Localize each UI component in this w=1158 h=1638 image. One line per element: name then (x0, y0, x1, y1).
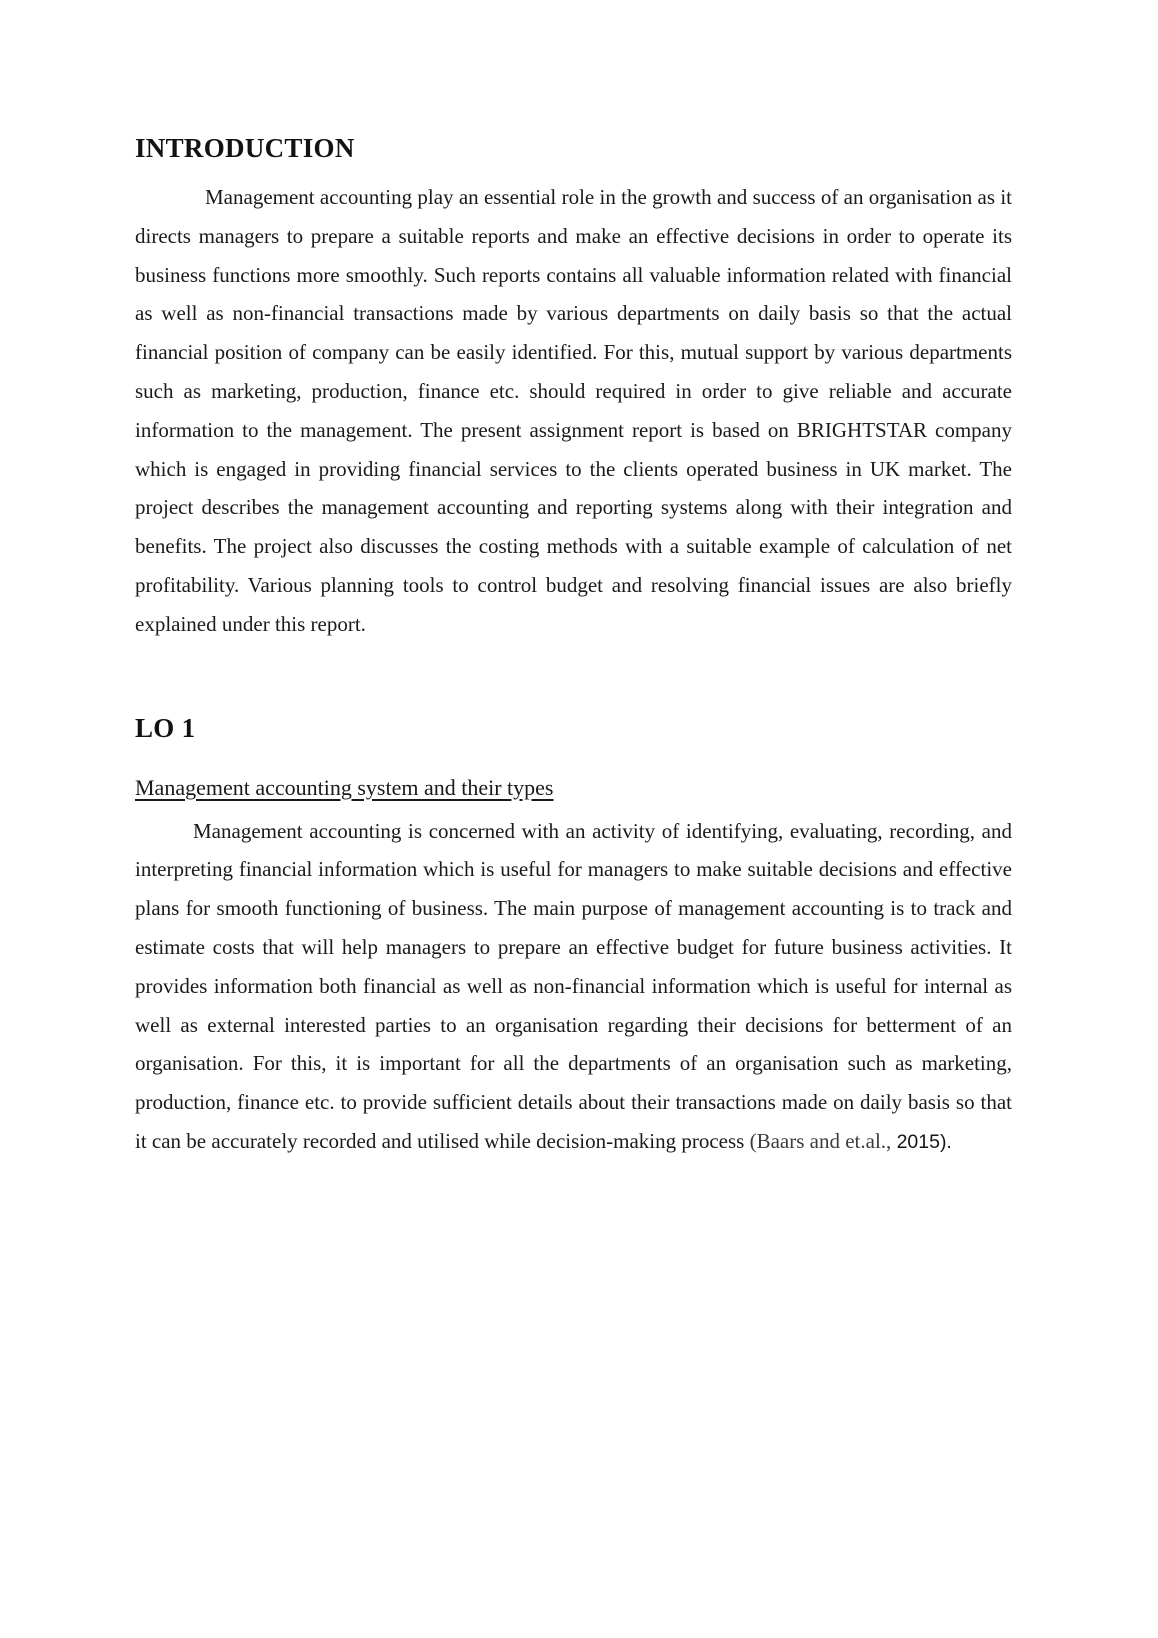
subheading-management-accounting-types: Management accounting system and their types (135, 774, 554, 800)
introduction-paragraph: Management accounting play an essential role in the growth and success of an organisation as it directs managers to prepare a suitable reports and make an effective decisions in order to operate its business functions more smoothly. Such reports contains all valuable information related with financial as well as non-financial transactions made by various departments on daily basis so that the actual financial position of company can be easily identified. For this, mutual support by various departments such as marketing, production, finance etc. should required in order to give reliable and accurate information to the management. The present assignment report is based on BRIGHTSTAR company which is engaged in providing financial services to the clients operated business in UK market. The project describes the management accounting and reporting systems along with their integration and benefits. The project also discusses the costing methods with a suitable example of calculation of net profitability. Various planning tools to control budget and resolving financial issues are also briefly explained under this report. (135, 185, 1012, 636)
citation-reference: (Baars and et.al., (744, 1128, 897, 1153)
heading-introduction: INTRODUCTION (135, 133, 355, 163)
heading-lo1: LO 1 (135, 712, 196, 743)
citation-year: 2015). (896, 1130, 952, 1153)
lo1-paragraph-text: Management accounting is concerned with an activity of identifying, evaluating, recording, and interpreting financial information which is useful for managers to make suitable decisions and effective plans for smooth functioning of business. The main purpose of management accounting is to track and estimate costs that will help managers to prepare an effective budget for future business activities. It provides information both financial as well as non-financial information which is useful for internal as well as external interested parties to an organisation regarding their decisions for betterment of an organisation. For this, it is important for all the departments of an organisation such as marketing, production, finance etc. to provide sufficient details about their transactions made on daily basis so that it can be accurately recorded and utilised while decision-making process (135, 818, 1012, 1153)
lo1-paragraph (135, 812, 1012, 1162)
